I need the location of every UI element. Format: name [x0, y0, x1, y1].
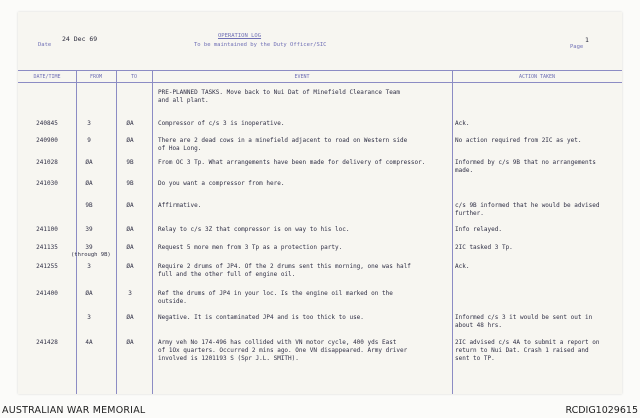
row-to: ØA — [126, 244, 134, 251]
row-action-line: Informed c/s 3 it would be sent out in — [455, 314, 593, 321]
row-time: 241100 — [36, 226, 58, 233]
row-action-line: 2IC advised c/s 4A to submit a report on — [455, 339, 600, 346]
column-header-to: TO — [130, 74, 138, 80]
row-from: 3 — [87, 314, 91, 321]
row-from: 4A — [85, 339, 93, 346]
row-from: 39 — [85, 244, 93, 251]
date-label: Date — [38, 42, 52, 48]
row-to: ØA — [126, 263, 134, 270]
row-event-line: PRE-PLANNED TASKS. Move back to Nui Dat of Minefield Clearance Team — [158, 89, 401, 96]
row-to: 9B — [126, 180, 134, 187]
row-time: 240845 — [36, 120, 58, 127]
row-from: ØA — [85, 290, 93, 297]
row-event-line: Ref the drums of JP4 in your loc. Is the engine oil marked on the — [158, 290, 393, 297]
row-action-line: sent to TP. — [455, 355, 495, 362]
row-through-note: (through 9B) — [71, 252, 111, 258]
column-header-event: EVENT — [294, 74, 310, 80]
column-header-time: DATE/TIME — [33, 74, 61, 80]
row-time: 241428 — [36, 339, 58, 346]
row-from: 9B — [85, 202, 93, 209]
date-value: 24 Dec 69 — [62, 35, 98, 43]
row-event-line: From OC 3 Tp. What arrangements have been made for delivery of compressor. — [158, 159, 426, 166]
row-action-line: c/s 9B informed that he would be advised — [455, 202, 600, 209]
column-divider — [116, 70, 117, 394]
table-top-rule — [18, 70, 622, 71]
footer — [0, 404, 640, 418]
row-event-line: Compressor of c/s 3 is inoperative. — [158, 120, 285, 127]
row-to: 3 — [128, 290, 132, 297]
row-to: ØA — [126, 120, 134, 127]
footer-reference: RCDIG1029615 — [565, 405, 638, 416]
row-event-line: involved is 1201193 S (Spr J.L. SMITH). — [158, 355, 299, 362]
row-time: 241400 — [36, 290, 58, 297]
log-title: OPERATION LOG — [218, 33, 262, 39]
row-event-line: of Hoa Long. — [158, 145, 202, 152]
row-time: 241030 — [36, 180, 58, 187]
row-event-line: Require 2 drums of JP4. Of the 2 drums sent this morning, one was half — [158, 263, 411, 270]
row-event-line: Negative. It is contaminated JP4 and is too thick to use. — [158, 314, 364, 321]
column-divider — [152, 70, 153, 394]
row-from: 39 — [85, 226, 93, 233]
row-event-line: Request 5 more men from 3 Tp as a protection party. — [158, 244, 343, 251]
column-header-action: ACTION TAKEN — [518, 74, 556, 80]
log-subtitle: To be maintained by the Duty Officer/SIC — [194, 42, 327, 48]
row-to: 9B — [126, 159, 134, 166]
row-time: 240900 — [36, 137, 58, 144]
row-time: 241255 — [36, 263, 58, 270]
row-event-line: There are 2 dead cows in a minefield adjacent to road on Western side — [158, 137, 408, 144]
row-from: ØA — [85, 159, 93, 166]
row-to: ØA — [126, 226, 134, 233]
row-action-line: made. — [455, 167, 474, 174]
row-from: 9 — [87, 137, 91, 144]
row-time: 241028 — [36, 159, 58, 166]
log-sheet — [18, 12, 622, 394]
page-label: Page — [570, 44, 584, 50]
row-action-line: 2IC tasked 3 Tp. — [455, 244, 513, 251]
row-event-line: Relay to c/s 3Z that compressor is on way to his loc. — [158, 226, 350, 233]
row-from: ØA — [85, 180, 93, 187]
row-time: 241135 — [36, 244, 58, 251]
row-from: 3 — [87, 120, 91, 127]
row-action-line: Ack. — [455, 120, 470, 127]
row-action-line: No action required from 2IC as yet. — [455, 137, 582, 144]
row-action-line: about 48 hrs. — [455, 322, 502, 329]
header-bottom-rule — [18, 82, 622, 83]
row-to: ØA — [126, 202, 134, 209]
column-header-from: FROM — [89, 74, 103, 80]
row-event-line: Do you want a compressor from here. — [158, 180, 285, 187]
row-event-line: of 1Ox quarters. Occurred 2 mins ago. One VN disappeared. Army driver — [158, 347, 408, 354]
footer-institution: AUSTRALIAN WAR MEMORIAL — [2, 405, 146, 416]
row-action-line: further. — [455, 210, 484, 217]
row-event-line: full and the other full of engine oil. — [158, 271, 296, 278]
row-event-line: Affirmative. — [158, 202, 202, 209]
row-to: ØA — [126, 339, 134, 346]
row-event-line: and all plant. — [158, 97, 209, 104]
row-action-line: Info relayed. — [455, 226, 502, 233]
row-to: ØA — [126, 137, 134, 144]
page-number: 1 — [585, 36, 589, 44]
column-divider — [76, 70, 77, 394]
row-action-line: Ack. — [455, 263, 470, 270]
row-action-line: return to Nui Dat. Crash 1 raised and — [455, 347, 589, 354]
row-from: 3 — [87, 263, 91, 270]
row-event-line: outside. — [158, 298, 187, 305]
row-event-line: Army veh No 174-496 has collided with VN motor cycle, 400 yds East — [158, 339, 397, 346]
row-to: ØA — [126, 314, 134, 321]
row-action-line: Informed by c/s 9B that no arrangements — [455, 159, 596, 166]
